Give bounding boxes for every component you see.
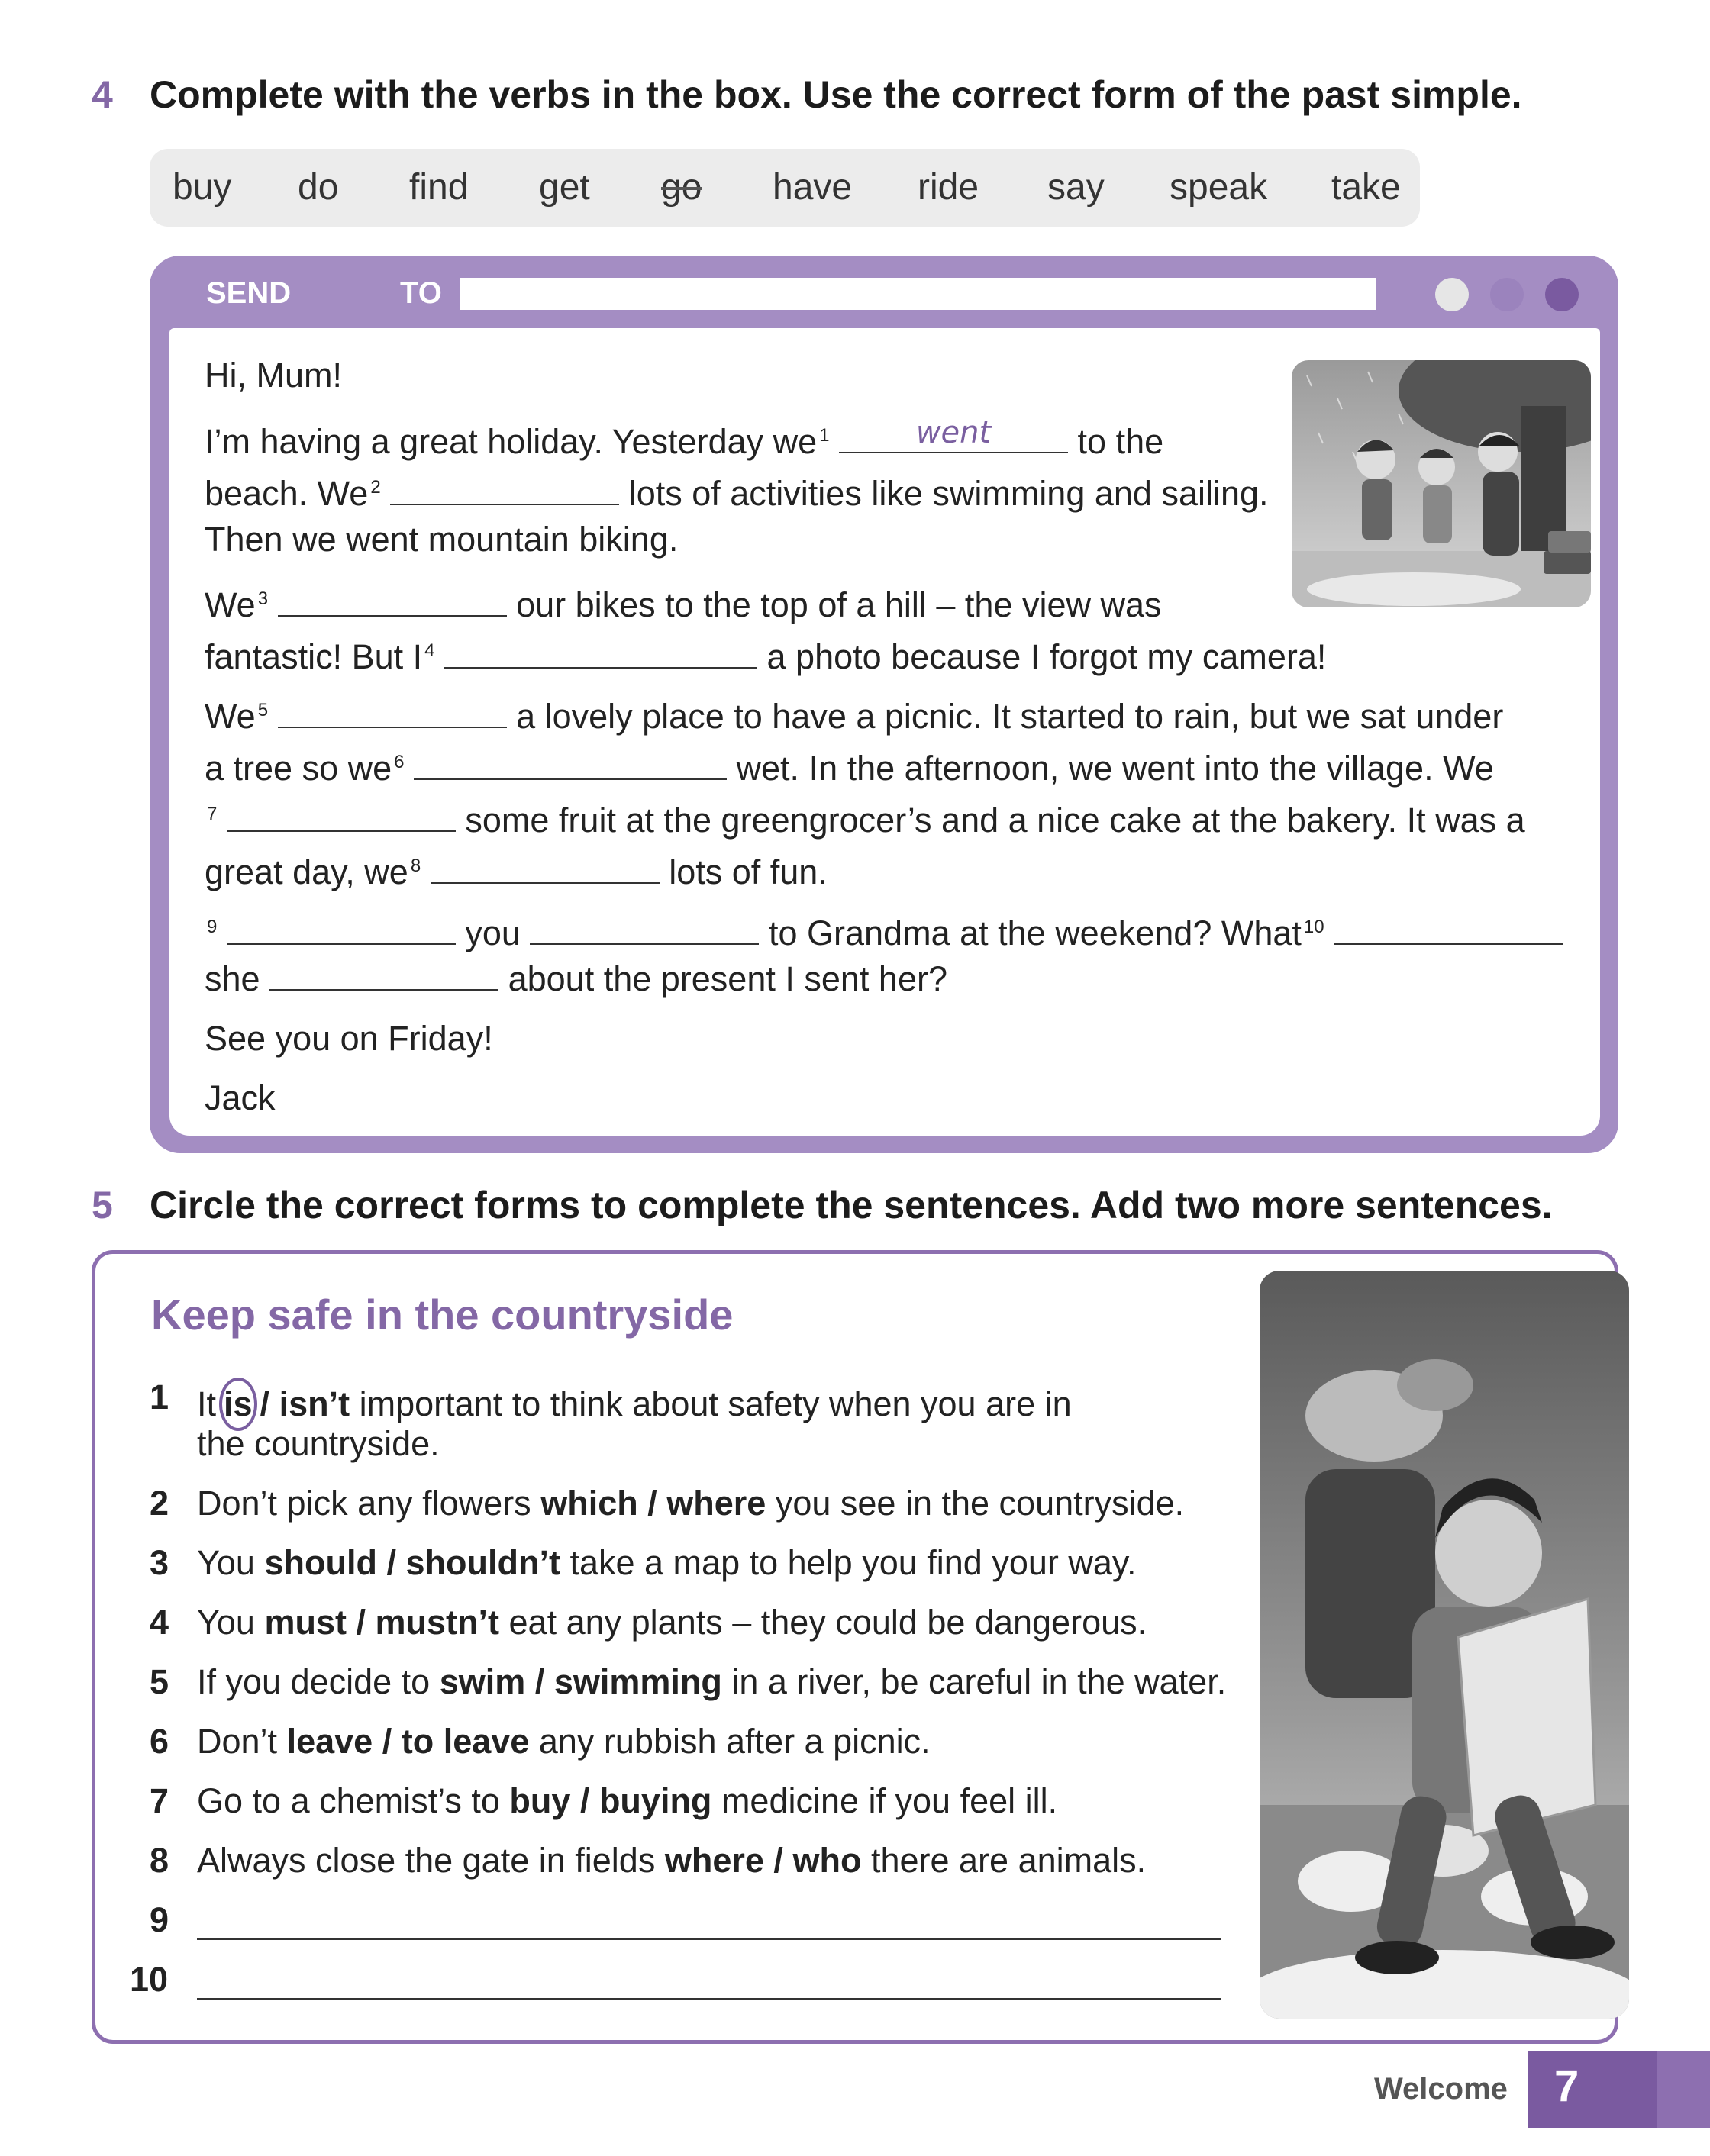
sentence-4: You must / mustn’t eat any plants – they could be dangerous. xyxy=(197,1603,1147,1642)
page-number-tab-dark xyxy=(1528,2051,1657,2128)
option-b[interactable]: mustn’t xyxy=(375,1603,500,1642)
gap-number: 6 xyxy=(394,752,405,772)
sentence-5: If you decide to swim / swimming in a river, be careful in the water. xyxy=(197,1662,1227,1701)
option-a[interactable]: swim xyxy=(439,1662,526,1701)
gap-3-input[interactable] xyxy=(278,585,507,617)
sentence-1-continuation: the countryside. xyxy=(197,1424,440,1463)
hiker-illustration xyxy=(1260,1271,1629,2019)
picnic-illustration xyxy=(1292,360,1591,607)
gap-10a-input[interactable] xyxy=(1334,913,1563,945)
gap-number: 3 xyxy=(257,588,269,609)
sentence-number: 8 xyxy=(150,1841,169,1880)
to-field[interactable] xyxy=(460,278,1376,310)
verb-word: ride xyxy=(918,167,979,208)
email-line: a tree so we $^6$ wet. In the afternoon, we went into the village. We xyxy=(205,749,1494,788)
email-line: We $^3$ our bikes to the top of a hill – the view was xyxy=(205,585,1162,624)
gap-5-input[interactable] xyxy=(278,696,507,728)
option-b[interactable]: to leave xyxy=(401,1722,530,1761)
gap-number: 5 xyxy=(257,700,269,720)
sentence-number: 7 xyxy=(150,1781,169,1820)
gap-number: 10 xyxy=(1303,917,1324,937)
sentence-number: 10 xyxy=(130,1960,169,1999)
option-b[interactable]: isn’t xyxy=(279,1384,350,1423)
to-label: TO xyxy=(400,276,442,310)
option-b[interactable]: swimming xyxy=(553,1662,722,1701)
gap-9a-input[interactable] xyxy=(227,913,456,945)
gap-10b-input[interactable] xyxy=(269,959,498,991)
gap-2-input[interactable] xyxy=(390,473,619,505)
sentence-number: 4 xyxy=(150,1603,169,1642)
sentence-number: 2 xyxy=(150,1484,169,1523)
gap-6-input[interactable] xyxy=(414,748,727,780)
gap-number: 4 xyxy=(424,640,435,661)
email-line: great day, we $^8$ lots of fun. xyxy=(205,852,828,891)
email-line: fantastic! But I $^4$ a photo because I forgot my camera! xyxy=(205,637,1327,676)
email-line: she about the present I sent her? xyxy=(205,959,947,998)
sentence-number: 5 xyxy=(150,1662,169,1701)
gap-4-input[interactable] xyxy=(444,636,757,669)
sentence-8: Always close the gate in fields where / who there are animals. xyxy=(197,1841,1147,1880)
sentence-6: Don’t leave / to leave any rubbish after a picnic. xyxy=(197,1722,931,1761)
email-greeting: Hi, Mum! xyxy=(205,356,342,395)
gap-7-input[interactable] xyxy=(227,800,456,832)
option-a[interactable]: where xyxy=(664,1841,764,1880)
email-sign-off: See you on Friday! xyxy=(205,1019,493,1058)
sentence-2: Don’t pick any flowers which / where you see in the countryside. xyxy=(197,1484,1185,1523)
window-dot-mid xyxy=(1490,278,1524,311)
page-number: 7 xyxy=(1554,2061,1579,2111)
sentence-number: 6 xyxy=(150,1722,169,1761)
send-label: SEND xyxy=(206,276,292,310)
exercise-4-instruction: Complete with the verbs in the box. Use the correct form of the past simple. xyxy=(150,73,1522,116)
verb-word-example-crossed: go xyxy=(661,167,702,208)
email-line: I’m having a great holiday. Yesterday we $^1$ went to the xyxy=(205,415,1164,461)
option-b[interactable]: where xyxy=(666,1484,766,1523)
email-line: Then we went mountain biking. xyxy=(205,520,679,559)
gap-number: 1 xyxy=(819,425,830,446)
email-line: We $^5$ a lovely place to have a picnic. It started to rain, but we sat under xyxy=(205,697,1504,736)
sentence-3: You should / shouldn’t take a map to help you find your way. xyxy=(197,1543,1137,1582)
window-dot-dark xyxy=(1545,278,1579,311)
exercise-5-number: 5 xyxy=(92,1184,113,1226)
option-b[interactable]: buying xyxy=(598,1781,712,1820)
sentence-number: 3 xyxy=(150,1543,169,1582)
safety-title: Keep safe in the countryside xyxy=(151,1291,734,1339)
gap-1-answer[interactable]: went xyxy=(839,421,1068,453)
verb-word: buy xyxy=(173,167,232,208)
email-line: beach. We $^2$ lots of activities like swimming and sailing. xyxy=(205,474,1269,513)
sentence-number: 9 xyxy=(150,1900,169,1939)
gap-8-input[interactable] xyxy=(431,852,660,884)
gap-number: 8 xyxy=(410,856,421,876)
gap-number: 7 xyxy=(207,804,218,824)
verb-word: find xyxy=(409,167,469,208)
email-signature: Jack xyxy=(205,1078,276,1117)
option-a[interactable]: should xyxy=(264,1543,377,1582)
gap-9b-input[interactable] xyxy=(530,913,759,945)
email-line: $^9$ you to Grandma at the weekend? What $^{10}$ xyxy=(205,907,1563,954)
option-a[interactable]: which xyxy=(540,1484,638,1523)
verb-word: do xyxy=(298,167,339,208)
verb-word: have xyxy=(773,167,853,208)
verb-word: speak xyxy=(1170,167,1268,208)
exercise-4-number: 4 xyxy=(92,73,113,116)
footer-section-label: Welcome xyxy=(1374,2072,1508,2106)
option-a[interactable]: buy xyxy=(509,1781,571,1820)
email-line: $^7$ some fruit at the greengrocer’s and a nice cake at the bakery. It was a xyxy=(207,801,1525,840)
option-a[interactable]: must xyxy=(264,1603,347,1642)
sentence-number: 1 xyxy=(150,1378,169,1416)
gap-number: 2 xyxy=(370,477,381,498)
verb-word: take xyxy=(1331,167,1401,208)
sentence-7: Go to a chemist’s to buy / buying medicine if you feel ill. xyxy=(197,1781,1058,1820)
option-b[interactable]: who xyxy=(792,1841,862,1880)
write-line-9[interactable] xyxy=(197,1938,1221,1940)
gap-number: 9 xyxy=(207,917,218,937)
verb-word: say xyxy=(1047,167,1105,208)
option-a[interactable]: leave xyxy=(286,1722,373,1761)
circled-answer[interactable]: is xyxy=(219,1378,257,1431)
option-b[interactable]: shouldn’t xyxy=(405,1543,560,1582)
verb-word: get xyxy=(539,167,590,208)
window-dot-light xyxy=(1435,278,1469,311)
sentence-1: It is / isn’t important to think about safety when you are in xyxy=(197,1378,1072,1431)
write-line-10[interactable] xyxy=(197,1998,1221,2000)
exercise-5-instruction: Circle the correct forms to complete the sentences. Add two more sentences. xyxy=(150,1184,1553,1226)
